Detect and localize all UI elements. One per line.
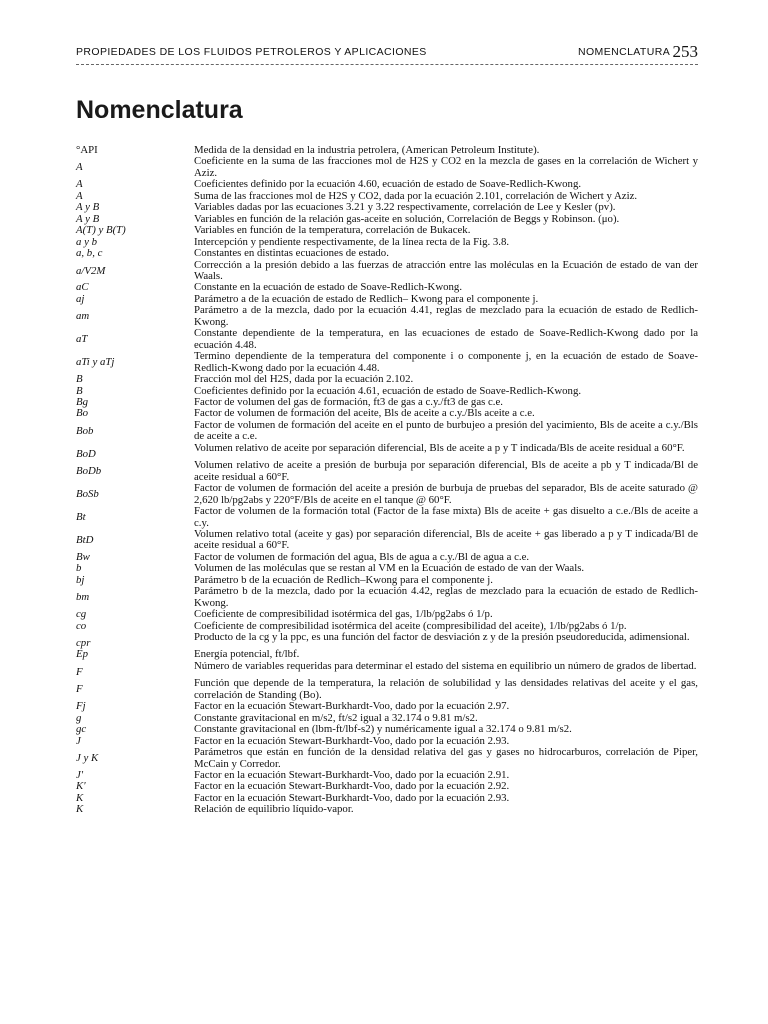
entry-description: Factor de volumen de formación del aceite a presión de burbuja de pruebas del separador, Bls de aceite saturado @ 2,620 lb/pg2abs y 220°F/Bls de aceite en el tanque @ 60°F. [194,482,698,506]
entry-symbol: F [76,683,83,696]
nomenclature-entry [76,609,698,620]
entry-symbol: am [76,310,90,323]
entry-symbol: Bg [76,395,88,408]
page-title: Nomenclatura [76,96,243,124]
entry-symbol: g [76,711,82,724]
entry-description: Factor de volumen de formación del aceite en el punto de burbujeo a presión del yacimiento, Bls de aceite a c.y./Bls de aceite a c.e. [194,418,698,443]
nomenclature-entry [76,328,698,351]
entry-symbol: cg [76,608,87,621]
entry-description: Constante gravitacional en m/s2, ft/s2 igual a 32.174 o 9.81 m/s2. [194,711,478,724]
entry-symbol: a y b [76,235,97,248]
nomenclature-entry [76,661,698,678]
entry-symbol: Bob [76,424,94,437]
entry-description: Constante gravitacional en (lbm-ft/lbf-s2) y numéricamente igual a 32.174 o 9.81 m/s2. [194,723,572,736]
entry-description: Volumen relativo total (aceite y gas) por separación diferencial, Bls de aceite + gas liberado a p y T indicada/Bl de aceite residual a 60°F. [194,527,698,552]
entry-symbol: gc [76,723,87,736]
entry-description: Corrección a la presión debido a las fuerzas de atracción entre las moléculas en la Ecuación de estado de van der Waals. [194,258,698,282]
nomenclature-entry [76,632,698,649]
entry-symbol: J' [76,769,84,782]
entry-symbol: B [76,373,83,386]
nomenclature-entry [76,724,698,735]
entry-symbol: K [76,791,84,804]
header-book-title: PROPIEDADES DE LOS FLUIDOS PETROLEROS Y APLICACIONES [76,46,427,58]
header-section: NOMENCLATURA [578,46,671,58]
nomenclature-entry [76,793,698,804]
entry-symbol: b [76,562,82,575]
nomenclature-entry [76,506,698,529]
entry-description: Intercepción y pendiente respectivamente, de la línea recta de la Fig. 3.8. [194,235,510,248]
entry-description: Factor de volumen del gas de formación, ft3 de gas a c.y./ft3 de gas c.e. [194,395,504,408]
entry-symbol: Ep [76,648,88,661]
entry-symbol: bj [76,573,85,586]
entry-symbol: F [76,665,83,678]
entry-symbol: Bt [76,511,86,524]
nomenclature-entry [76,225,698,236]
nomenclature-entry [76,747,698,770]
entry-description: Factor de volumen de la formación total (Factor de la fase mixta) Bls de aceite + gas disuelto a c.e./Bls de aceite a c.y. [194,505,698,529]
entry-description: Coeficiente de compresibilidad isotérmica del aceite (compresibilidad del aceite), 1/lb/pg2abs ó 1/p. [194,619,627,632]
entry-description: Constantes en distintas ecuaciones de estado. [194,247,389,260]
entry-description: Variables dadas por las ecuaciones 3.21 y 3.22 respectivamente, correlación de Lee y Kesler (pv). [194,201,616,214]
entry-description: Termino dependiente de la temperatura del componente i o componente j, en la ecuación de estado de Soave-Redlich-Kwong dado por la ecuación 4.48. [194,350,698,374]
header-rule [76,64,698,65]
entry-symbol: K [76,803,84,816]
entry-description: Constante en la ecuación de estado de Soave-Redlich-Kwong. [194,281,463,294]
entry-symbol: Bw [76,550,90,563]
entry-symbol: A y B [76,212,100,225]
entry-description: Factor en la ecuación Stewart-Burkhardt-Voo, dado por la ecuación 2.91. [194,769,510,782]
entry-description: Fracción mol del H2S, dada por la ecuación 2.102. [194,373,414,386]
entry-description: Variables en función de la temperatura, correlación de Bukacek. [194,224,471,237]
entry-description: Parámetro b de la mezcla, dado por la ecuación 4.42, reglas de mezclado para la ecuación de estado de Redlich-Kwong. [194,585,698,609]
entry-description: Volumen relativo de aceite a presión de burbuja por separación diferencial, Bls de aceite a pb y T indicada/Bl de aceite residual a 60°F. [194,459,698,483]
entry-symbol: co [76,619,87,632]
nomenclature-entry [76,305,698,328]
entry-symbol: BoD [76,447,96,460]
nomenclature-entry [76,443,698,460]
entry-description: Factor de volumen de formación del aceite, Bls de aceite a c.y./Bls aceite a c.e. [194,407,535,420]
entry-symbol: aj [76,292,85,305]
entry-description: Factor en la ecuación Stewart-Burkhardt-Voo, dado por la ecuación 2.92. [194,780,510,793]
entry-symbol: K' [76,780,86,793]
entry-symbol: Fj [76,700,86,713]
entry-description: Factor en la ecuación Stewart-Burkhardt-Voo, dado por la ecuación 2.97. [194,700,510,713]
entry-description: Suma de las fracciones mol de H2S y CO2, dada por la ecuación 2.101, correlación de Wichert y Aziz. [194,189,638,202]
entry-symbol: BtD [76,533,94,546]
nomenclature-entry [76,678,698,701]
entry-description: Factor de volumen de formación del agua, Bls de agua a c.y./Bl de agua a c.e. [194,550,530,563]
entry-description: Energía potencial, ft/lbf. [194,648,300,661]
entry-symbol: J y K [76,752,99,765]
entry-symbol: B [76,384,83,397]
entry-symbol: bm [76,591,90,604]
nomenclature-entry [76,529,698,552]
entry-description: Parámetro a de la ecuación de estado de Redlich– Kwong para el componente j. [194,292,539,305]
entry-description: Coeficientes definido por la ecuación 4.61, ecuación de estado de Soave-Redlich-Kwong. [194,384,582,397]
entry-description: Número de variables requeridas para determinar el estado del sistema en equilibrio un número de grados de libertad. [194,659,697,672]
entry-symbol: cpr [76,637,91,650]
entry-description: Relación de equilibrio líquido-vapor. [194,803,354,816]
entry-symbol: A(T) y B(T) [76,224,126,237]
entry-symbol: aTi y aTj [76,356,115,369]
entry-description: Constante dependiente de la temperatura, en las ecuaciones de estado de Soave-Redlich-Kwong dado por la ecuación 4.48. [194,327,698,351]
entry-description: Parámetro b de la ecuación de Redlich–Kwong para el componente j. [194,573,493,586]
entry-description: Parámetros que están en función de la densidad relativa del gas y gases no hidrocarburos, correlación de Piper, McCain y Corredor. [194,746,698,770]
entry-symbol: °API [76,144,98,156]
entry-symbol: BoDb [76,465,102,478]
entry-description: Coeficiente de compresibilidad isotérmica del gas, 1/lb/pg2abs ó 1/p. [194,608,493,621]
nomenclature-entry [76,460,698,483]
nomenclature-entry [76,374,698,385]
nomenclature-entry [76,248,698,259]
entry-symbol: a, b, c [76,247,103,260]
entry-symbol: A [76,189,83,202]
entry-symbol: aC [76,281,89,294]
entry-description: Medida de la densidad en la industria petrolera, (American Petroleum Institute). [194,144,540,156]
entry-symbol: A [76,178,83,191]
nomenclature-entry [76,420,698,443]
entry-symbol: J [76,734,81,747]
page-number: 253 [672,42,698,61]
entry-symbol: aT [76,333,88,346]
entry-symbol: A y B [76,201,100,214]
nomenclature-entry [76,202,698,213]
entry-symbol: A [76,161,83,174]
nomenclature-entry [76,156,698,179]
entry-description: Factor en la ecuación Stewart-Burkhardt-Voo, dado por la ecuación 2.93. [194,791,510,804]
nomenclature-list [76,145,698,816]
entry-symbol: BoSb [76,488,99,501]
nomenclature-entry [76,483,698,506]
entry-description: Producto de la cg y la ppc, es una función del factor de desviación z y de la presión pseudoreducida, adimensional. [194,631,690,644]
entry-symbol: Bo [76,407,88,420]
entry-description: Factor en la ecuación Stewart-Burkhardt-Voo, dado por la ecuación 2.93. [194,734,510,747]
entry-description: Volumen de las moléculas que se restan al VM en la Ecuación de estado de van der Waals. [194,562,585,575]
entry-description: Función que depende de la temperatura, la relación de solubilidad y las densidades relativas del aceite y el gas, correlación de Standing (Bo). [194,677,698,701]
entry-description: Parámetro a de la mezcla, dado por la ecuación 4.41, reglas de mezclado para la ecuación de estado de Redlich-Kwong. [194,304,698,328]
entry-description: Coeficientes definido por la ecuación 4.60, ecuación de estado de Soave-Redlich-Kwong. [194,178,582,191]
entry-description: Volumen relativo de aceite por separación diferencial, Bls de aceite a p y T indicada/Bls de aceite residual a 60°F. [194,441,685,454]
nomenclature-entry [76,351,698,374]
entry-description: Coeficiente en la suma de las fracciones mol de H2S y CO2 en la mezcla de gases en la correlación de Wichert y Aziz. [194,155,698,179]
nomenclature-entry [76,804,698,815]
nomenclature-entry [76,260,698,283]
nomenclature-entry [76,586,698,609]
entry-description: Variables en función de la relación gas-aceite en solución, Correlación de Beggs y Robinson. (μo). [194,212,620,225]
entry-symbol: a/V2M [76,264,106,277]
